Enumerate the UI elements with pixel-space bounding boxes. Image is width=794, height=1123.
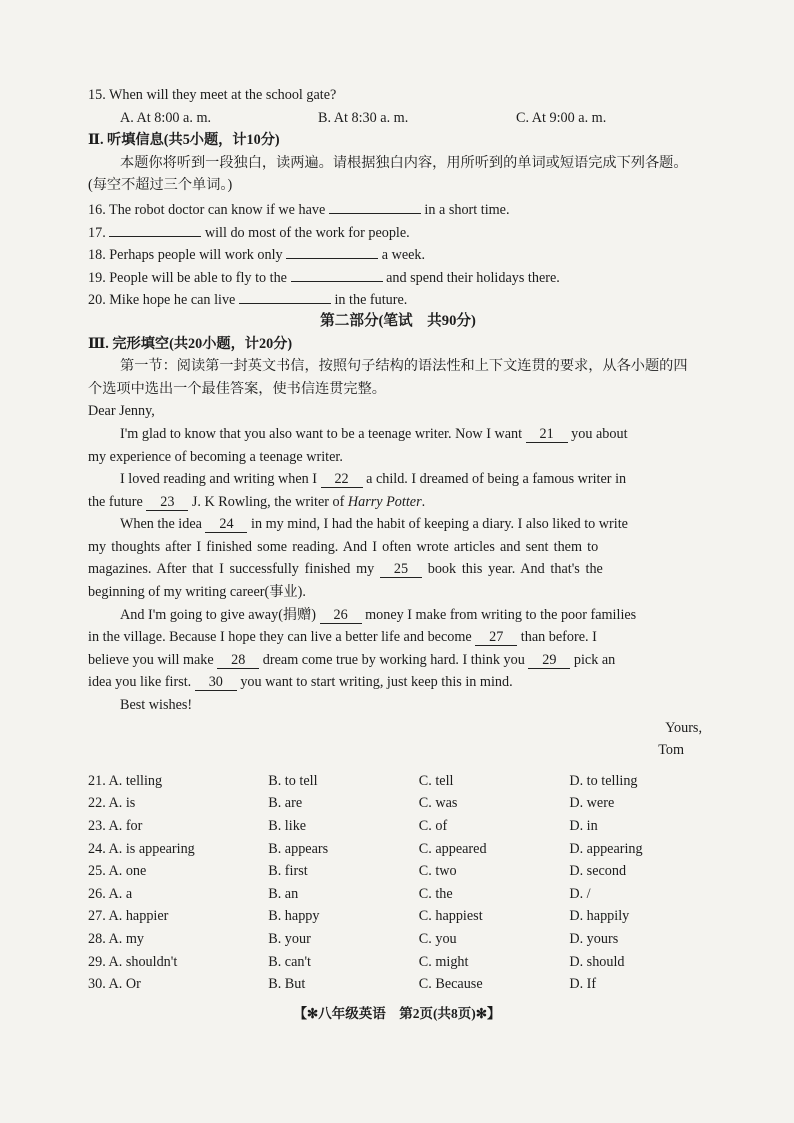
q20-text-a: 20. Mike hope he can live bbox=[88, 292, 236, 309]
q20-text-b: in the future. bbox=[334, 292, 408, 309]
answer-row-24 bbox=[88, 838, 708, 861]
letter-text: book this year. And that's the bbox=[427, 561, 603, 578]
q15-option-b: B. At 8:30 a. m. bbox=[318, 109, 409, 126]
option-c[interactable]: C. Because bbox=[418, 976, 483, 993]
option-a[interactable]: 29. A. shouldn't bbox=[88, 953, 178, 970]
letter-text: I loved reading and writing when I bbox=[120, 471, 317, 488]
blank-26[interactable]: 26 bbox=[320, 607, 362, 624]
option-a[interactable]: 27. A. happier bbox=[88, 908, 169, 925]
q15-option-c: C. At 9:00 a. m. bbox=[516, 109, 607, 126]
option-a[interactable]: 24. A. is appearing bbox=[88, 840, 195, 857]
q19-text-b: and spend their holidays there. bbox=[386, 269, 560, 286]
section2-instruction: 本题你将听到一段独白，读两遍。请根据独白内容，用所听到的单词或短语完成下列各题。 bbox=[120, 154, 688, 171]
letter-line bbox=[88, 423, 708, 446]
letter-line: my thoughts after I finished some reading. And I often wrote articles and sent them to bbox=[88, 538, 599, 555]
option-a[interactable]: 30. A. Or bbox=[88, 976, 141, 993]
q15-options bbox=[88, 107, 708, 130]
letter-text: the future bbox=[88, 493, 143, 510]
option-d[interactable]: D. / bbox=[569, 885, 591, 902]
option-c[interactable]: C. two bbox=[418, 863, 457, 880]
section2-instruction-note: (每空不超过三个单词。) bbox=[88, 177, 233, 194]
option-b[interactable]: B. first bbox=[268, 863, 308, 880]
blank-30[interactable]: 30 bbox=[195, 674, 237, 691]
letter-text: J. K Rowling, the writer of bbox=[191, 493, 345, 510]
part2-title: 第二部分(笔试 共90分) bbox=[320, 312, 476, 329]
letter-line bbox=[88, 513, 708, 536]
letter-text: in the village. Because I hope they can live a better life and become bbox=[88, 629, 472, 646]
option-b[interactable]: B. an bbox=[268, 885, 299, 902]
blank-27[interactable]: 27 bbox=[475, 629, 517, 646]
option-d[interactable]: D. yours bbox=[569, 930, 619, 947]
q20 bbox=[88, 287, 708, 310]
option-d[interactable]: D. happily bbox=[569, 908, 630, 925]
q15-option-a: A. At 8:00 a. m. bbox=[120, 109, 212, 126]
letter-text: dream come true by working hard. I think you bbox=[262, 651, 525, 668]
option-b[interactable]: B. your bbox=[268, 930, 311, 947]
letter-line bbox=[88, 604, 708, 627]
answer-row-23 bbox=[88, 815, 708, 838]
letter-signature: Tom bbox=[658, 742, 684, 759]
q18-blank[interactable] bbox=[286, 242, 378, 259]
q19-text-a: 19. People will be able to fly to the bbox=[88, 269, 287, 286]
page-footer: 【✻八年级英语 第2页(共8页)✻】 bbox=[293, 1006, 501, 1021]
option-c[interactable]: C. appeared bbox=[418, 840, 487, 857]
option-a[interactable]: 28. A. my bbox=[88, 930, 144, 947]
option-c[interactable]: C. the bbox=[418, 885, 453, 902]
letter-line bbox=[88, 649, 708, 672]
exam-page bbox=[88, 84, 708, 996]
letter-text: you want to start writing, just keep this in mind. bbox=[240, 674, 513, 691]
letter-text: magazines. After that I successfully finished my bbox=[88, 561, 375, 578]
letter-text: money I make from writing to the poor families bbox=[365, 606, 637, 623]
letter-line: beginning of my writing career(事业). bbox=[88, 584, 306, 601]
option-b[interactable]: B. to tell bbox=[268, 772, 318, 789]
q16 bbox=[88, 197, 708, 220]
section3-instruction: 第一节：阅读第一封英文书信，按照句子结构的语法性和上下文连贯的要求，从各小题的四 bbox=[120, 358, 688, 375]
section3-heading: Ⅲ. 完形填空(共20小题，计20分) bbox=[88, 335, 293, 352]
letter-text: idea you like first. bbox=[88, 674, 192, 691]
q19 bbox=[88, 265, 708, 288]
letter-line bbox=[88, 626, 708, 649]
answer-row-30 bbox=[88, 973, 708, 996]
q17 bbox=[88, 220, 708, 243]
option-c[interactable]: C. of bbox=[418, 818, 448, 834]
answer-row-21 bbox=[88, 770, 708, 793]
q17-blank[interactable] bbox=[109, 220, 201, 237]
letter-text: you about bbox=[571, 425, 628, 442]
option-d[interactable]: D. to telling bbox=[569, 772, 638, 789]
q16-blank[interactable] bbox=[329, 197, 421, 214]
option-a[interactable]: 22. A. is bbox=[88, 795, 136, 812]
book-title: Harry Potter bbox=[347, 493, 422, 510]
letter-line: my experience of becoming a teenage writer. bbox=[88, 448, 343, 465]
letter-closing: Best wishes! bbox=[120, 697, 193, 714]
letter-text: than before. I bbox=[520, 629, 597, 646]
letter-text: . bbox=[421, 493, 426, 510]
answer-options bbox=[88, 770, 708, 996]
letter-text: believe you will make bbox=[88, 651, 214, 668]
option-d[interactable]: D. If bbox=[569, 976, 597, 993]
option-b[interactable]: B. happy bbox=[268, 908, 320, 925]
answer-row-22 bbox=[88, 792, 708, 815]
blank-21[interactable]: 21 bbox=[526, 426, 568, 443]
letter-greeting: Dear Jenny, bbox=[88, 403, 155, 420]
option-c[interactable]: C. you bbox=[418, 930, 457, 947]
option-b[interactable]: B. can't bbox=[268, 953, 311, 970]
answer-row-28 bbox=[88, 928, 708, 951]
option-c[interactable]: C. tell bbox=[418, 772, 454, 789]
blank-23[interactable]: 23 bbox=[146, 494, 188, 511]
option-a[interactable]: 25. A. one bbox=[88, 863, 147, 880]
option-c[interactable]: C. happiest bbox=[418, 908, 483, 925]
option-c[interactable]: C. might bbox=[418, 953, 469, 970]
option-d[interactable]: D. second bbox=[569, 863, 627, 880]
letter-text: a child. I dreamed of being a famous writer in bbox=[366, 471, 627, 488]
q17-text-a: 17. bbox=[88, 224, 106, 241]
option-b[interactable]: B. appears bbox=[268, 840, 329, 857]
letter-text: And I'm going to give away(捐赠) bbox=[120, 606, 317, 623]
q16-text-b: in a short time. bbox=[424, 201, 510, 218]
answer-row-27 bbox=[88, 905, 708, 928]
option-d[interactable]: D. were bbox=[569, 795, 615, 812]
option-b[interactable]: B. But bbox=[268, 976, 306, 993]
q16-text-a: 16. The robot doctor can know if we have bbox=[88, 201, 326, 218]
q18-text-b: a week. bbox=[381, 247, 426, 264]
q15-stem: 15. When will they meet at the school gate? bbox=[88, 87, 337, 103]
answer-row-29 bbox=[88, 951, 708, 974]
q20-blank[interactable] bbox=[239, 287, 331, 304]
option-a[interactable]: 21. A. telling bbox=[88, 772, 163, 789]
letter-line bbox=[88, 671, 708, 694]
blank-29[interactable]: 29 bbox=[528, 652, 570, 669]
section3-instruction-cont: 个选项中选出一个最佳答案，使书信连贯完整。 bbox=[88, 380, 386, 397]
letter-line bbox=[88, 558, 708, 581]
answer-row-25 bbox=[88, 860, 708, 883]
blank-22[interactable]: 22 bbox=[321, 471, 363, 488]
letter-text: When the idea bbox=[120, 516, 202, 533]
letter-line bbox=[88, 491, 708, 514]
q18-text-a: 18. Perhaps people will work only bbox=[88, 247, 283, 264]
blank-25[interactable]: 25 bbox=[380, 561, 422, 578]
option-d[interactable]: D. in bbox=[569, 818, 598, 834]
option-a[interactable]: 26. A. a bbox=[88, 885, 133, 902]
letter-text: I'm glad to know that you also want to be a teenage writer. Now I want bbox=[120, 425, 523, 442]
q18 bbox=[88, 242, 708, 265]
blank-24[interactable]: 24 bbox=[205, 516, 247, 533]
option-d[interactable]: D. appearing bbox=[569, 840, 643, 857]
letter-line bbox=[88, 468, 708, 491]
answer-row-26 bbox=[88, 883, 708, 906]
letter-text: pick an bbox=[573, 651, 616, 668]
option-b[interactable]: B. are bbox=[268, 795, 303, 812]
option-b[interactable]: B. like bbox=[268, 818, 307, 834]
option-a[interactable]: 23. A. for bbox=[88, 818, 143, 834]
letter-text: in my mind, I had the habit of keeping a diary. I also liked to write bbox=[251, 516, 628, 533]
q19-blank[interactable] bbox=[291, 265, 383, 282]
blank-28[interactable]: 28 bbox=[217, 652, 259, 669]
option-c[interactable]: C. was bbox=[418, 795, 458, 812]
section2-heading: Ⅱ. 听填信息(共5小题，计10分) bbox=[88, 132, 280, 149]
letter-yours: Yours, bbox=[665, 719, 702, 736]
option-d[interactable]: D. should bbox=[569, 953, 625, 970]
q17-text-b: will do most of the work for people. bbox=[204, 224, 410, 241]
